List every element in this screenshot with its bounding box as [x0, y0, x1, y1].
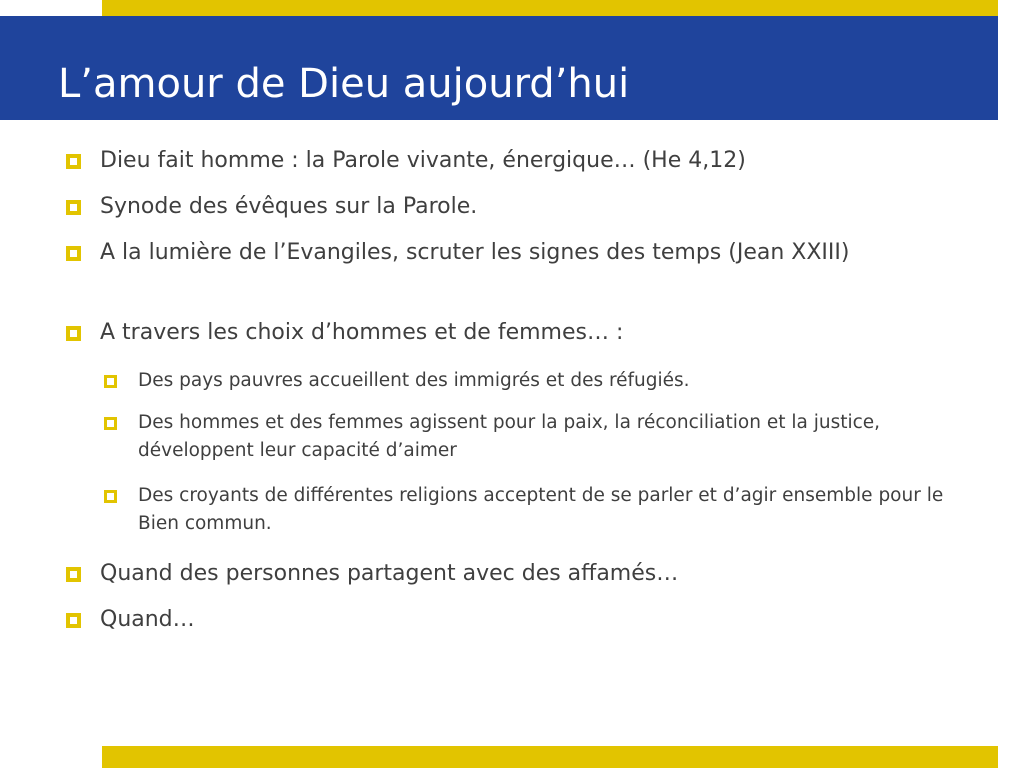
square-bullet-icon — [104, 490, 117, 503]
square-bullet-icon — [104, 375, 117, 388]
bullet-item — [100, 317, 960, 349]
square-bullet-icon — [66, 567, 81, 582]
bullet-item — [100, 558, 960, 590]
sub-bullet-text: Des croyants de différentes religions acceptent de se parler et d’agir ensemble pour le Bien commun. — [138, 485, 944, 534]
sub-bullet-text: Des hommes et des femmes agissent pour la paix, la réconciliation et la justice, développent leur capacité d’aimer — [138, 412, 881, 461]
sub-bullet-text: Des pays pauvres accueillent des immigrés et des réfugiés. — [138, 370, 690, 391]
square-bullet-icon — [104, 417, 117, 430]
bullet-item — [100, 604, 960, 636]
square-bullet-icon — [66, 200, 81, 215]
bullet-text: Quand des personnes partagent avec des affamés… — [100, 561, 679, 586]
square-bullet-icon — [66, 246, 81, 261]
bullet-item — [100, 145, 960, 177]
slide-title: L’amour de Dieu aujourd’hui — [58, 61, 630, 107]
sub-bullet-item — [138, 409, 968, 465]
sub-bullet-item — [138, 367, 968, 395]
sub-bullet-item — [138, 482, 968, 538]
bullet-item — [100, 237, 960, 269]
bullet-text: Quand… — [100, 607, 195, 632]
bullet-item — [100, 191, 960, 223]
bullet-text: Synode des évêques sur la Parole. — [100, 194, 478, 219]
bullet-text: A la lumière de l’Evangiles, scruter les signes des temps (Jean XXIII) — [100, 240, 850, 265]
bullet-text: A travers les choix d’hommes et de femmes… : — [100, 320, 624, 345]
bottom-accent-bar — [102, 746, 998, 768]
square-bullet-icon — [66, 326, 81, 341]
square-bullet-icon — [66, 613, 81, 628]
square-bullet-icon — [66, 154, 81, 169]
bullet-text: Dieu fait homme : la Parole vivante, énergique… (He 4,12) — [100, 148, 746, 173]
